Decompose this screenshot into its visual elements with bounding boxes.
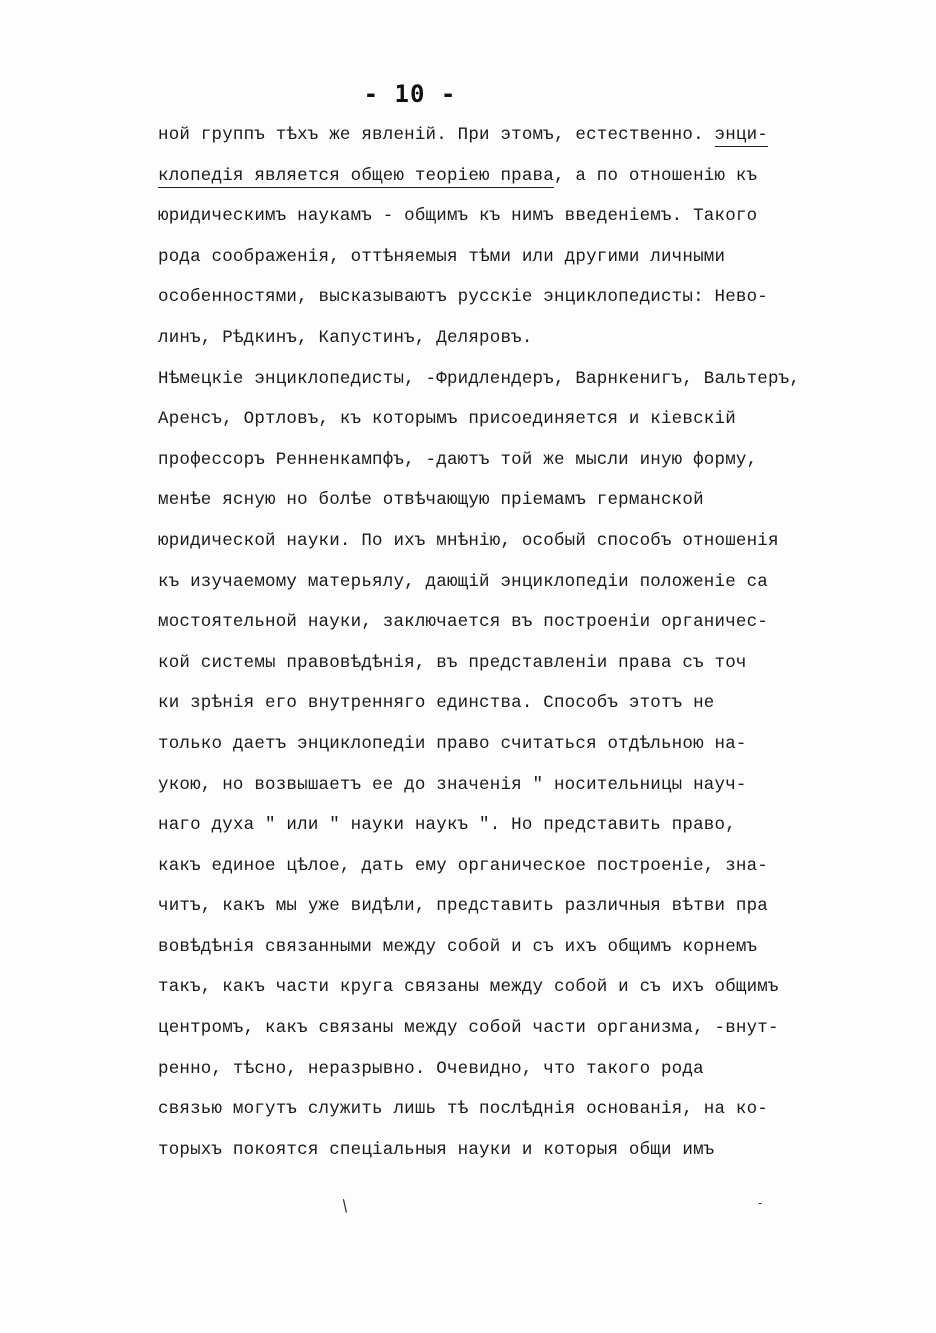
text-line: линъ, Рѣдкинъ, Капустинъ, Деляровъ. (158, 327, 533, 348)
text-line: рода соображенія, оттѣняемыя тѣми или другими личными (158, 246, 726, 267)
text-line: къ изучаемому матерьялу, дающій энциклопедіи положеніе са (158, 571, 768, 592)
body-text (158, 122, 801, 1177)
text-line: профессоръ Ренненкампфъ, -даютъ той же мысли иную форму, (158, 449, 758, 470)
text-line: Аренсъ, Ортловъ, къ которымъ присоединяется и кіевскій (158, 409, 736, 430)
text-line: ренно, тѣсно, неразрывно. Очевидно, что такого рода (158, 1058, 704, 1079)
text-line: торыхъ покоятся спеціальныя науки и которыя общи имъ (158, 1139, 715, 1160)
underlined-phrase: энци- (714, 125, 769, 145)
underlined-phrase: клопедія является общею теоріею права (158, 165, 554, 186)
text-line: только даетъ энциклопедіи право считаться отдѣльною на- (158, 733, 747, 754)
text-line: центромъ, какъ связаны между собой части организма, -внут- (158, 1018, 779, 1039)
text-line-head: ной группъ тѣхъ же явленій. При этомъ, естественно. (158, 125, 715, 145)
text-line: Нѣмецкіе энциклопедисты, -Фридлендеръ, Варнкенигъ, Вальтеръ, (158, 368, 801, 389)
text-line: юридическимъ наукамъ - общимъ къ нимъ введеніемъ. Такого (158, 206, 758, 227)
text-line-rest: , а по отношенію къ (553, 165, 758, 186)
text-line: укою, но возвышаетъ ее до значенія " носительницы науч- (158, 774, 747, 795)
stray-mark: - (758, 1196, 763, 1210)
text-line: какъ единое цѣлое, дать ему органическое построеніе, зна- (158, 855, 768, 876)
text-line: наго духа " или " науки наукъ ". Но представить право, (158, 815, 736, 836)
text-line: связью могутъ служить лишь тѣ послѣднія основанія, на ко- (158, 1099, 768, 1120)
text-line: особенностями, высказываютъ русскіе энциклопедисты: Нево- (158, 287, 768, 308)
text-line: юридической науки. По ихъ мнѣнію, особый способъ отношенія (158, 530, 779, 551)
text-line: такъ, какъ части круга связаны между собой и съ ихъ общимъ (158, 977, 779, 998)
text-line (158, 122, 798, 163)
text-line: ки зрѣнія его внутренняго единства. Способъ этотъ не (158, 693, 715, 714)
text-line: менѣе ясную но болѣе отвѣчающую пріемамъ германской (158, 490, 704, 511)
text-line: вовѣдѣнія связанными между собой и съ ихъ общимъ корнемъ (158, 936, 758, 957)
page-number: - 10 - (363, 80, 457, 108)
text-line (158, 163, 798, 204)
text-line: кой системы правовѣдѣнія, въ представленіи права съ точ (158, 652, 747, 673)
text-line: читъ, какъ мы уже видѣли, представить различныя вѣтви пра (158, 896, 768, 917)
stray-mark: / (337, 1195, 352, 1216)
text-line: мостоятельной науки, заключается въ построеніи органичес- (158, 612, 768, 633)
